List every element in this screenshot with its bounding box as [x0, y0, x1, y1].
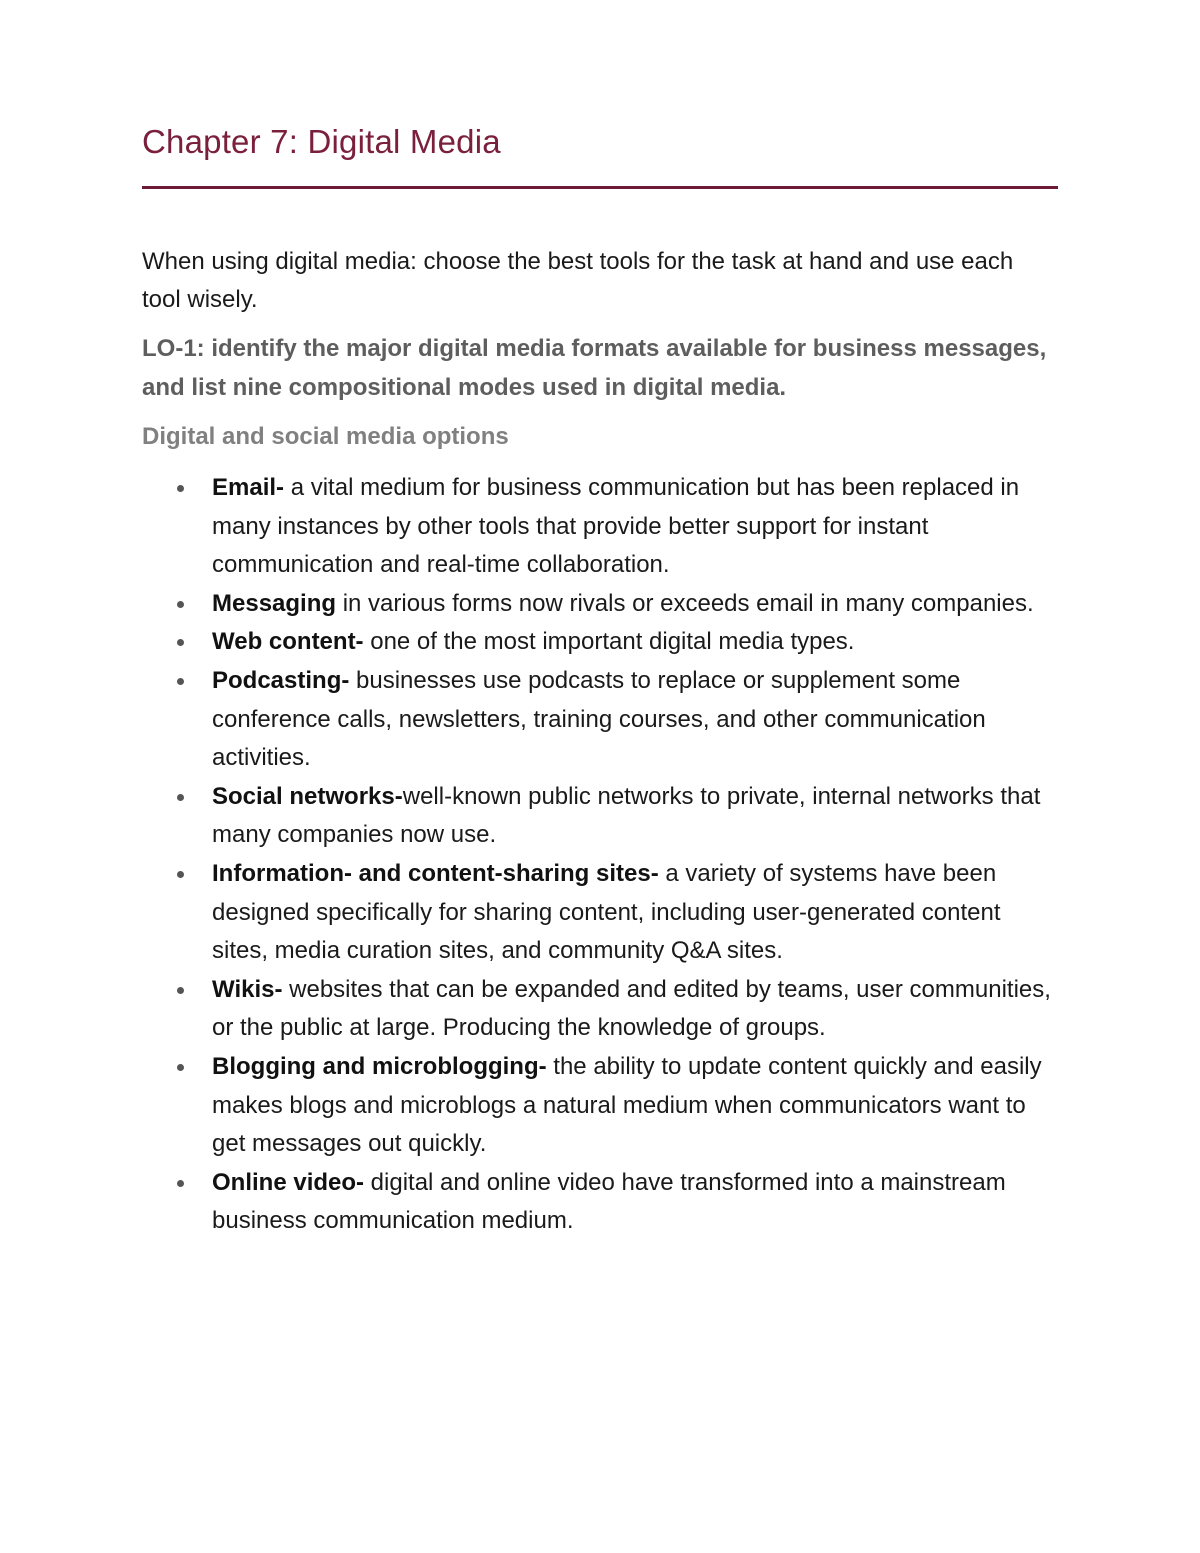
learning-objective: LO-1: identify the major digital media formats available for business messages, and list nine compositional modes used in digital media.	[142, 335, 1047, 401]
intro-paragraph: When using digital media: choose the best tools for the task at hand and use each tool wisely.	[142, 248, 1014, 313]
bullet-icon	[177, 678, 184, 685]
option-term: Web content-	[212, 628, 364, 656]
bullet-icon	[177, 1064, 184, 1071]
list-item	[142, 1048, 1058, 1164]
list-item	[142, 1164, 1058, 1241]
list-item	[142, 855, 1058, 971]
option-term: Wikis-	[212, 975, 283, 1003]
option-description: websites that can be expanded and edited by teams, user communities, or the public at large. Producing the knowledge of groups.	[212, 975, 1051, 1042]
bullet-icon	[177, 485, 184, 492]
option-description: well-known public networks to private, internal networks that many companies now use.	[212, 782, 1041, 849]
option-description: in various forms now rivals or exceeds email in many companies.	[336, 589, 1034, 617]
option-term: Messaging	[212, 589, 337, 617]
bullet-icon	[177, 1180, 184, 1187]
option-description: a variety of systems have been designed specifically for sharing content, including user-generated content sites, media curation sites, and community Q&A sites.	[212, 859, 1001, 965]
option-description: digital and online video have transformed into a mainstream business communication medium.	[212, 1168, 1006, 1235]
list-item	[142, 585, 1058, 624]
option-description: one of the most important digital media types.	[363, 628, 855, 656]
title-rule	[142, 186, 1058, 189]
chapter-title: Chapter 7: Digital Media	[142, 123, 501, 160]
option-term: Information- and content-sharing sites-	[212, 859, 659, 887]
option-term: Podcasting-	[212, 666, 350, 694]
option-term: Social networks-	[212, 782, 403, 810]
list-item	[142, 971, 1058, 1048]
option-description: the ability to update content quickly and easily makes blogs and microblogs a natural medium when communicators want to get messages out quickly.	[212, 1052, 1042, 1158]
section-heading: Digital and social media options	[142, 423, 509, 450]
bullet-icon	[177, 639, 184, 646]
bullet-icon	[177, 794, 184, 801]
list-item	[142, 662, 1058, 778]
option-description: businesses use podcasts to replace or supplement some conference calls, newsletters, training courses, and other communication activities.	[212, 666, 986, 772]
option-description: a vital medium for business communication but has been replaced in many instances by other tools that provide better support for instant communication and real-time collaboration.	[212, 474, 1020, 579]
bullet-icon	[177, 601, 184, 608]
list-item	[142, 469, 1058, 585]
bullet-icon	[177, 871, 184, 878]
list-item	[142, 778, 1058, 855]
option-term: Blogging and microblogging-	[212, 1052, 547, 1080]
bullet-icon	[177, 987, 184, 994]
option-term: Online video-	[212, 1168, 365, 1196]
option-term: Email-	[212, 474, 285, 501]
media-options-list	[142, 469, 1058, 1241]
list-item	[142, 623, 1058, 662]
document-page	[142, 118, 1058, 1241]
